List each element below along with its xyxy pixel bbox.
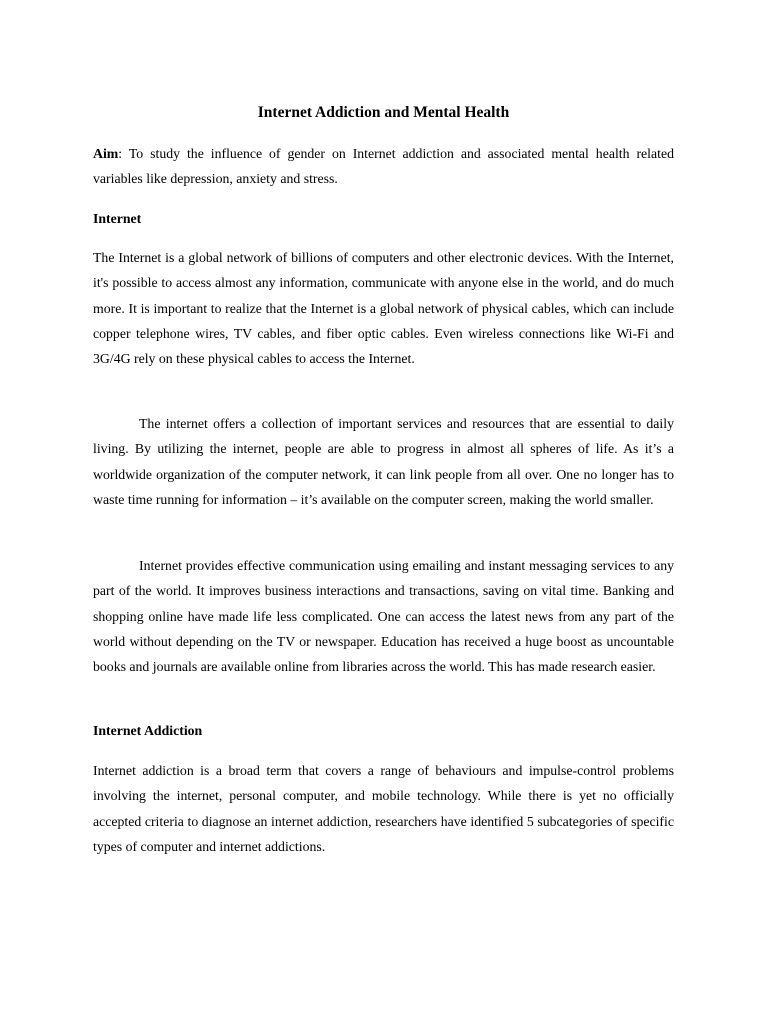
aim-paragraph: [93, 141, 674, 192]
section-heading-internet-addiction: Internet Addiction: [93, 723, 203, 738]
internet-paragraph-3: Internet provides effective communication using emailing and instant messaging services to any part of the world. It improves business interactions and transactions, saving on vital time. Banking and shopping online have made life less complicated. One can access the latest news from any part of the world without depending on the TV or newspaper. Education has received a huge boost as uncountable books and journals are available online from libraries across the world. This has made research easier.: [93, 558, 674, 675]
aim-text: : To study the influence of gender on Internet addiction and associated mental health related variables like depression, anxiety and stress.: [93, 146, 674, 187]
document-title: Internet Addiction and Mental Health: [257, 104, 510, 121]
aim-label: Aim: [93, 146, 119, 161]
internet-addiction-paragraph-1: Internet addiction is a broad term that covers a range of behaviours and impulse-control problems involving the internet, personal computer, and mobile technology. While there is yet no officially accepted criteria to diagnose an internet addiction, researchers have identified 5 subcategories of specific types of computer and internet addictions.: [93, 763, 674, 854]
internet-paragraph-1: The Internet is a global network of billions of computers and other electronic devices. With the Internet, it's possible to access almost any information, communicate with anyone else in the world, and do much more. It is important to realize that the Internet is a global network of physical cables, which can include copper telephone wires, TV cables, and fiber optic cables. Even wireless connections like Wi-Fi and 3G/4G rely on these physical cables to access the Internet.: [93, 250, 674, 367]
section-heading-internet: Internet: [93, 211, 142, 226]
internet-paragraph-2: The internet offers a collection of important services and resources that are essential to daily living. By utilizing the internet, people are able to progress in almost all spheres of life. As it’s a worldwide organization of the computer network, it can link people from all over. One no longer has to waste time running for information – it’s available on the computer screen, making the world smaller.: [93, 416, 674, 507]
